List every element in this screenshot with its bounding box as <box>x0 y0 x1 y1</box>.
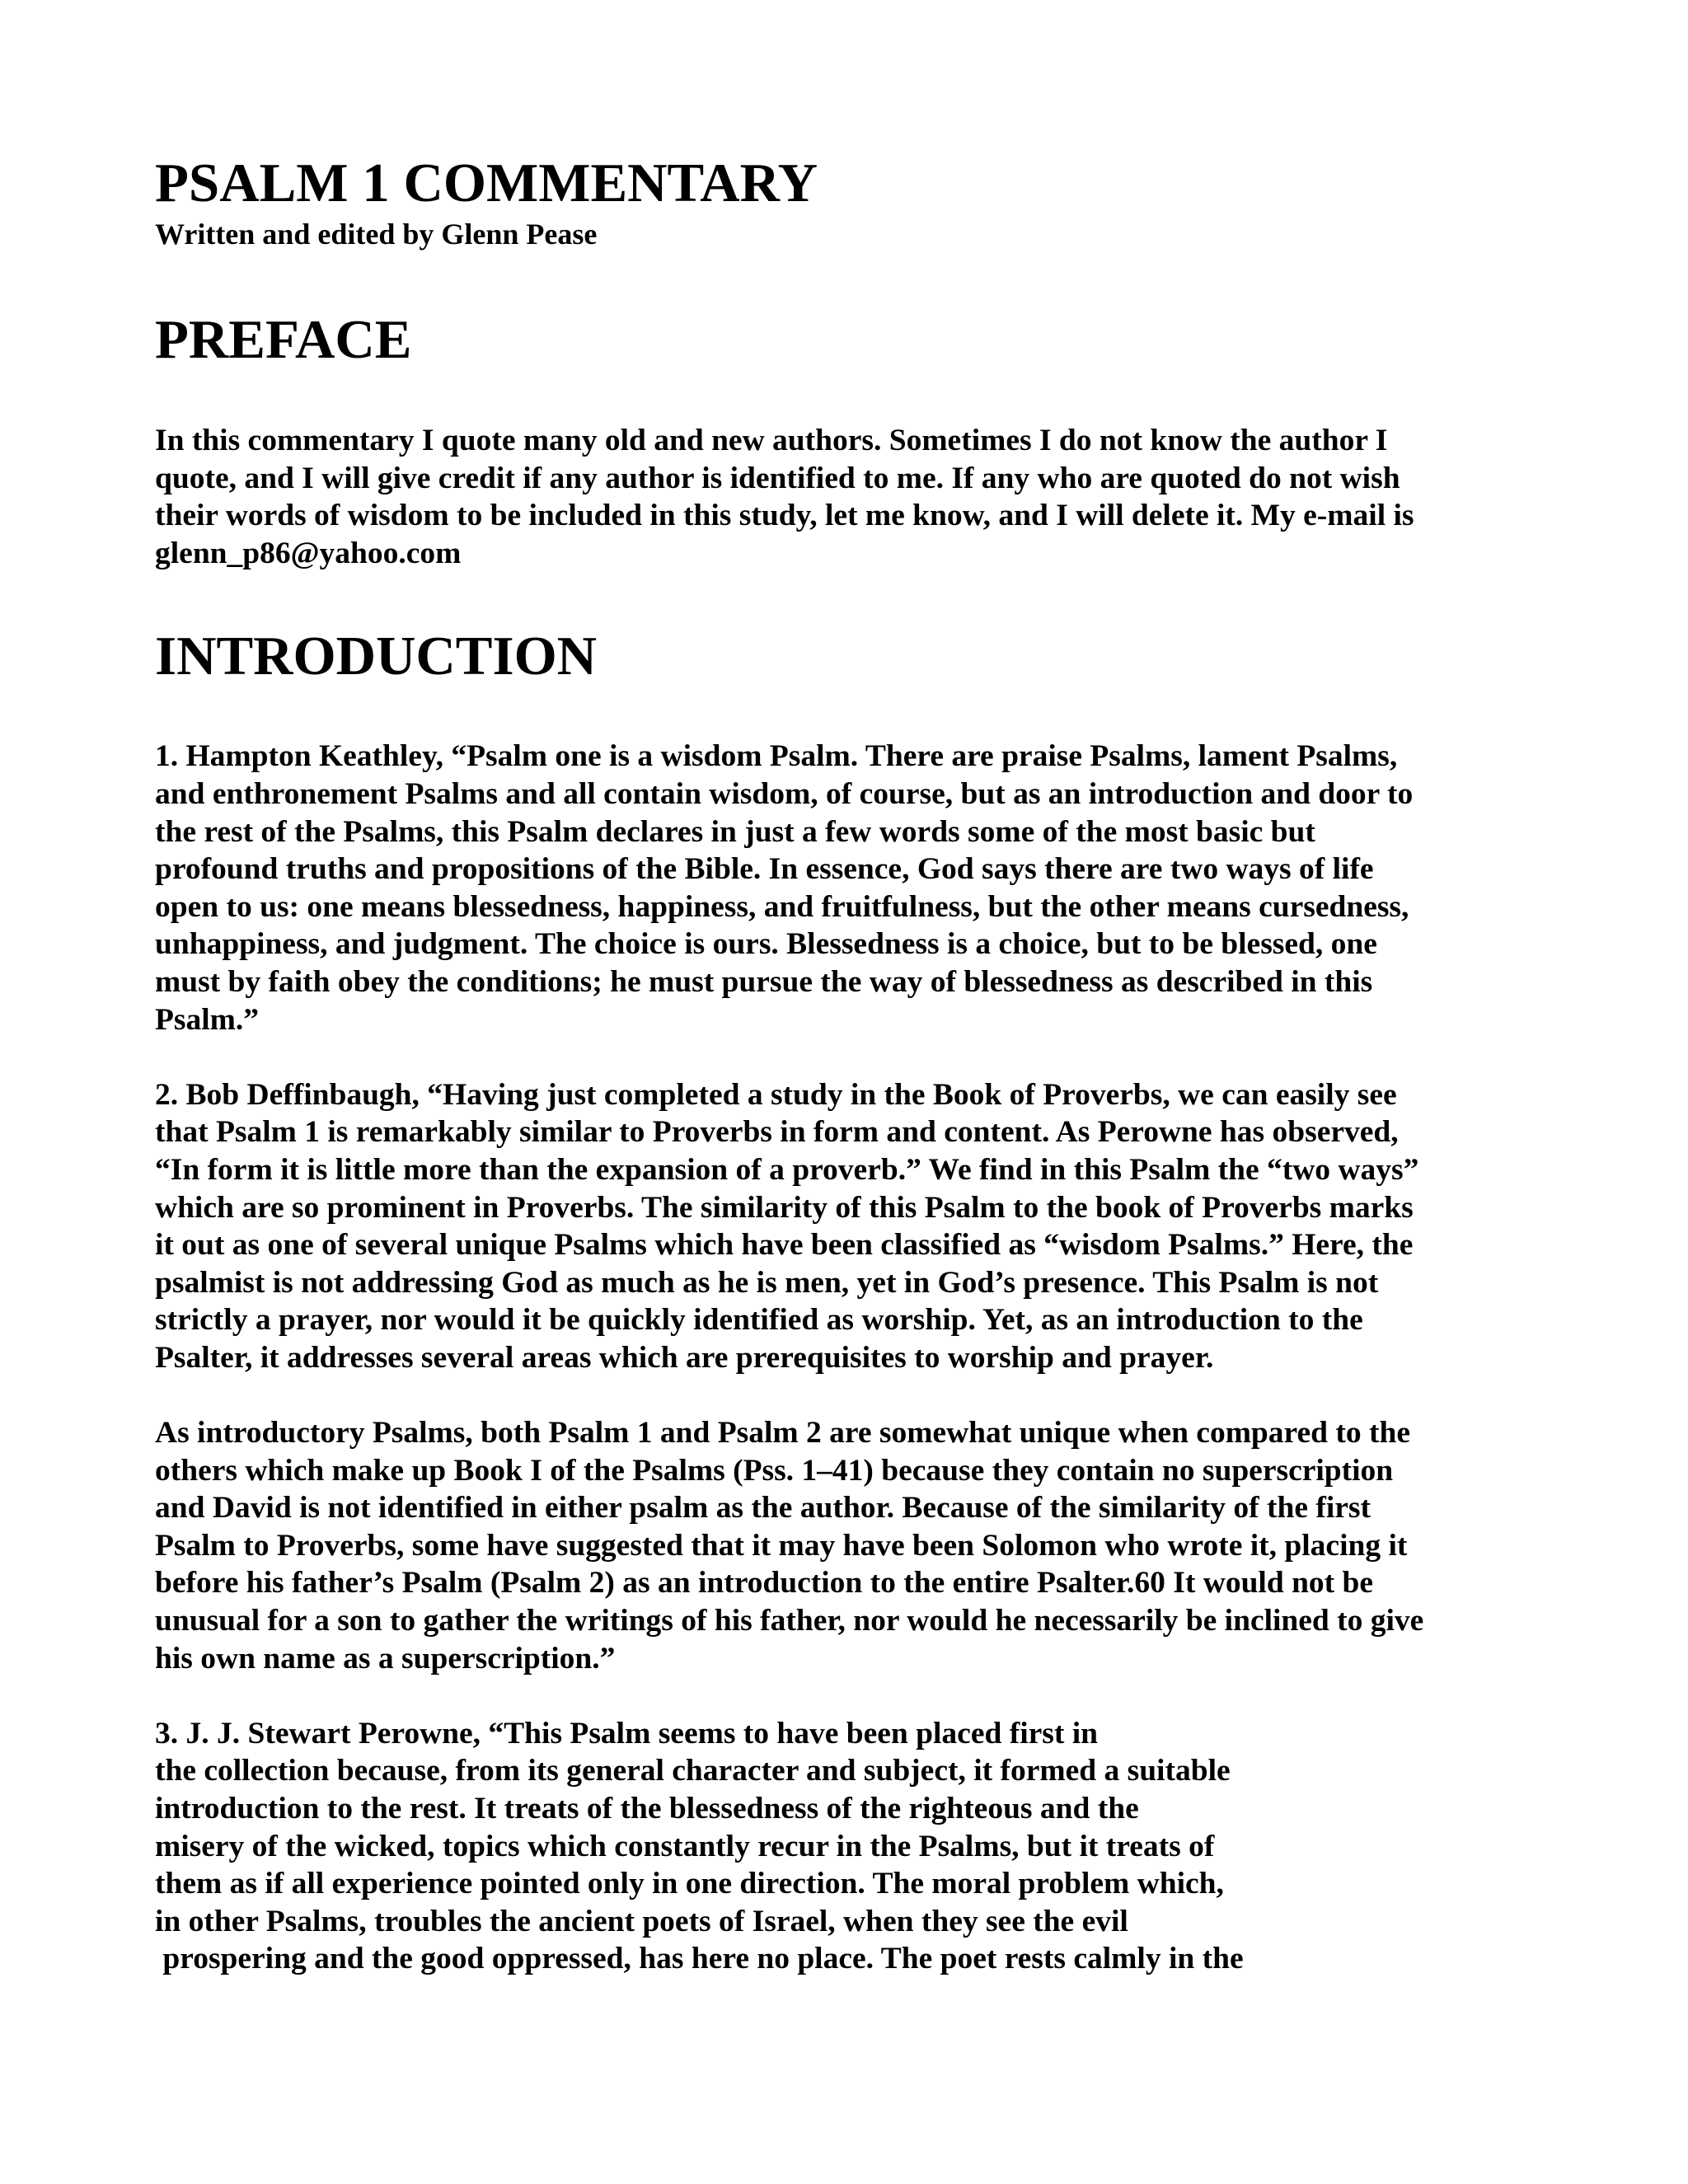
introduction-heading: INTRODUCTION <box>155 626 598 687</box>
preface-paragraph: In this commentary I quote many old and new authors. Sometimes I do not know the author I quote, and I will give credit if any author is identified to me. If any who are quoted do not wish their words of wisdom to be included in this study, let me know, and I will delete it. My e-mail is glenn_p86@yahoo.com <box>155 424 1414 570</box>
document-title: PSALM 1 COMMENTARY <box>155 152 818 213</box>
document-content <box>155 150 1523 1978</box>
intro-paragraph-keathley: 1. Hampton Keathley, “Psalm one is a wisdom Psalm. There are praise Psalms, lament Psalms, and enthronement Psalms and all contain wisdom, of course, but as an introduction and door to the rest of the Psalms, this Psalm declares in just a few words some of the most basic but profound truths and propositions of the Bible. In essence, God says there are two ways of life open to us: one means blessedness, happiness, and fruitfulness, but the other means cursedness, unhappiness, and judgment. The choice is ours. Blessedness is a choice, but to be blessed, one must by faith obey the conditions; he must pursue the way of blessedness as described in this Psalm.” <box>155 739 1414 1037</box>
preface-heading: PREFACE <box>155 309 412 370</box>
intro-paragraph-perowne: 3. J. J. Stewart Perowne, “This Psalm seems to have been placed first in the collection because, from its general character and subject, it formed a suitable introduction to the rest. It treats of the blessedness of the righteous and the misery of the wicked, topics which constantly recur in the Psalms, but it treats of them as if all experience pointed only in one direction. The moral problem which, in other Psalms, troubles the ancient poets of Israel, when they see the evil prospering and the good oppressed, has here no place. The poet rests calmly in the <box>155 1716 1244 1976</box>
intro-paragraph-introductory-psalms: As introductory Psalms, both Psalm 1 and Psalm 2 are somewhat unique when compared to the others which make up Book I of the Psalms (Pss. 1–41) because they contain no superscription and David is not identified in either psalm as the author. Because of the similarity of the first Psalm to Proverbs, some have suggested that it may have been Solomon who wrote it, placing it before his father’s Psalm (Psalm 2) as an introduction to the entire Psalter.60 It would not be unusual for a son to gather the writings of his father, nor would he necessarily be inclined to give his own name as a superscription.” <box>155 1416 1424 1675</box>
author-byline: Written and edited by Glenn Pease <box>155 218 598 251</box>
intro-paragraph-deffinbaugh: 2. Bob Deffinbaugh, “Having just completed a study in the Book of Proverbs, we can easily see that Psalm 1 is remarkably similar to Proverbs in form and content. As Perowne has observed, “In form it is little more than the expansion of a proverb.” We find in this Psalm the “two ways” which are so prominent in Proverbs. The similarity of this Psalm to the book of Proverbs marks it out as one of several unique Psalms which have been classified as “wisdom Psalms.” Here, the psalmist is not addressing God as much as he is men, yet in God’s presence. This Psalm is not strictly a prayer, nor would it be quickly identified as worship. Yet, as an introduction to the Psalter, it addresses several areas which are prerequisites to worship and prayer. <box>155 1077 1419 1375</box>
